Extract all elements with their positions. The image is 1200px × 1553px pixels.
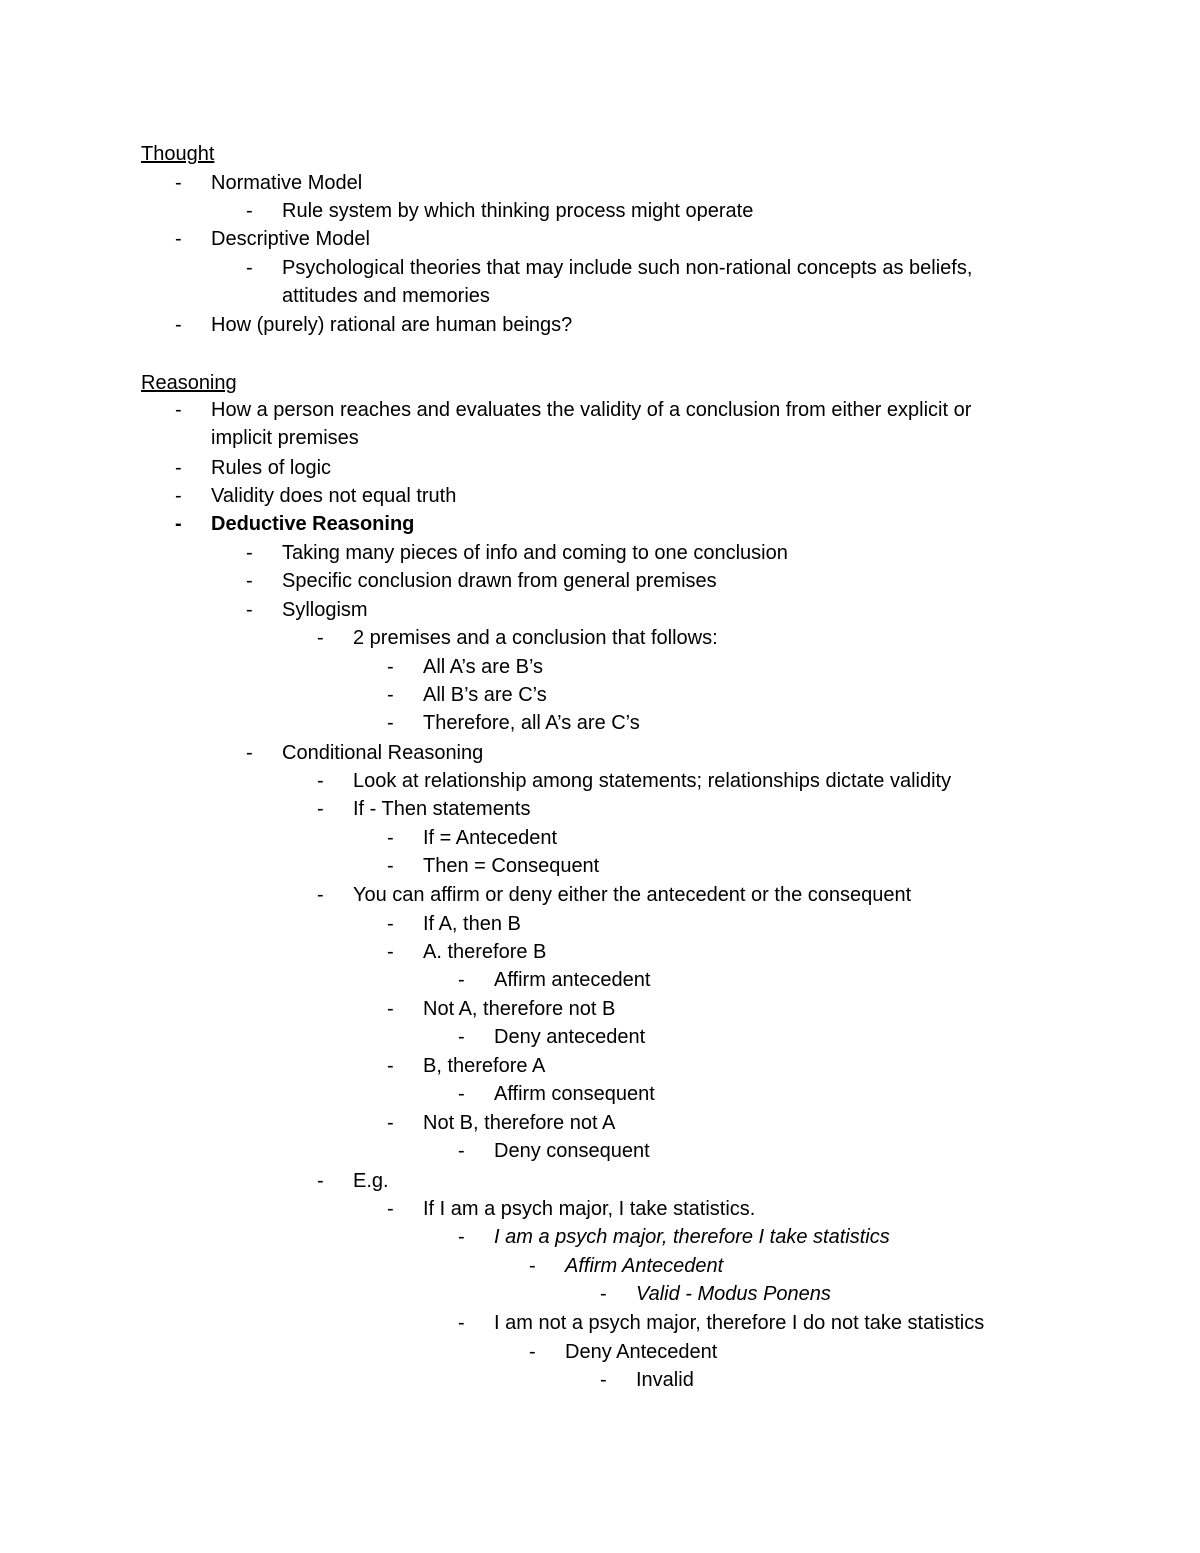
list-item-text: Therefore, all A’s are C’s [423, 712, 640, 734]
list-item-text: If - Then statements [353, 798, 531, 820]
list-item-text: Syllogism [282, 599, 368, 621]
bullet-dash: - [317, 798, 324, 820]
list-item-text: Invalid [636, 1369, 694, 1391]
list-item-text: Psychological theories that may include such non-rational concepts as beliefs, [282, 257, 973, 279]
bullet-dash: - [529, 1341, 536, 1363]
list-item-text: Deny antecedent [494, 1026, 646, 1048]
list-item-text: E.g. [353, 1170, 389, 1192]
bullet-dash: - [246, 257, 253, 279]
list-item-text: Not B, therefore not A [423, 1112, 616, 1134]
list-item-text: Rules of logic [211, 457, 332, 479]
bullet-dash: - [458, 1312, 465, 1334]
bullet-dash: - [600, 1283, 607, 1305]
list-item-text: Then = Consequent [423, 855, 600, 877]
list-item-text: Conditional Reasoning [282, 742, 484, 764]
bullet-dash: - [175, 485, 182, 507]
list-item-text: Affirm antecedent [494, 969, 651, 991]
bullet-dash: - [458, 1140, 465, 1162]
bullet-dash: - [387, 656, 394, 678]
list-item-text: 2 premises and a conclusion that follows: [353, 627, 718, 649]
list-item-text: attitudes and memories [282, 285, 490, 307]
bullet-dash: - [458, 969, 465, 991]
bullet-dash: - [175, 314, 182, 336]
list-item-text: All B’s are C’s [423, 684, 547, 706]
list-item-text: B, therefore A [423, 1055, 546, 1077]
list-item-text: Deductive Reasoning [211, 513, 415, 535]
list-item-text: If A, then B [423, 913, 521, 935]
bullet-dash: - [458, 1083, 465, 1105]
list-item-text: Descriptive Model [211, 228, 370, 250]
list-item-text: implicit premises [211, 427, 359, 449]
bullet-dash: - [317, 627, 324, 649]
bullet-dash: - [387, 855, 394, 877]
list-item-text: I am not a psych major, therefore I do not take statistics [494, 1312, 985, 1334]
list-item-text: How a person reaches and evaluates the validity of a conclusion from either explicit or [211, 399, 972, 421]
list-item-text: Taking many pieces of info and coming to one conclusion [282, 542, 788, 564]
bullet-dash: - [387, 1112, 394, 1134]
bullet-dash: - [246, 599, 253, 621]
bullet-dash: - [387, 1055, 394, 1077]
list-item-text: Affirm Antecedent [565, 1255, 724, 1277]
bullet-dash: - [246, 200, 253, 222]
bullet-dash: - [458, 1026, 465, 1048]
list-item-text: If I am a psych major, I take statistics. [423, 1198, 756, 1220]
list-item-text: If = Antecedent [423, 827, 557, 849]
list-item-text: Deny consequent [494, 1140, 650, 1162]
section-heading-thought: Thought [141, 143, 215, 165]
bullet-dash: - [175, 399, 182, 421]
bullet-dash: - [175, 172, 182, 194]
bullet-dash: - [529, 1255, 536, 1277]
list-item-text: Normative Model [211, 172, 363, 194]
list-item-text: Look at relationship among statements; relationships dictate validity [353, 770, 952, 792]
bullet-dash: - [317, 884, 324, 906]
bullet-dash: - [387, 913, 394, 935]
bullet-dash: - [458, 1226, 465, 1248]
list-item-text: You can affirm or deny either the antecedent or the consequent [353, 884, 912, 906]
list-item-text: How (purely) rational are human beings? [211, 314, 573, 336]
bullet-dash: - [175, 513, 182, 535]
list-item-text: Not A, therefore not B [423, 998, 616, 1020]
bullet-dash: - [317, 1170, 324, 1192]
bullet-dash: - [387, 941, 394, 963]
bullet-dash: - [246, 742, 253, 764]
bullet-dash: - [387, 1198, 394, 1220]
list-item-text: Specific conclusion drawn from general premises [282, 570, 717, 592]
list-item-text: Rule system by which thinking process might operate [282, 200, 754, 222]
list-item-text: Validity does not equal truth [211, 485, 457, 507]
bullet-dash: - [246, 570, 253, 592]
list-item-text: A. therefore B [423, 941, 547, 963]
list-item-text: I am a psych major, therefore I take statistics [494, 1226, 890, 1248]
list-item-text: Deny Antecedent [565, 1341, 718, 1363]
list-item-text: Valid - Modus Ponens [636, 1283, 831, 1305]
bullet-dash: - [175, 228, 182, 250]
bullet-dash: - [387, 712, 394, 734]
bullet-dash: - [387, 827, 394, 849]
bullet-dash: - [387, 998, 394, 1020]
bullet-dash: - [246, 542, 253, 564]
list-item-text: Affirm consequent [494, 1083, 655, 1105]
bullet-dash: - [317, 770, 324, 792]
bullet-dash: - [600, 1369, 607, 1391]
bullet-dash: - [387, 684, 394, 706]
list-item-text: All A’s are B’s [423, 656, 544, 678]
bullet-dash: - [175, 457, 182, 479]
section-heading-reasoning: Reasoning [141, 372, 237, 394]
